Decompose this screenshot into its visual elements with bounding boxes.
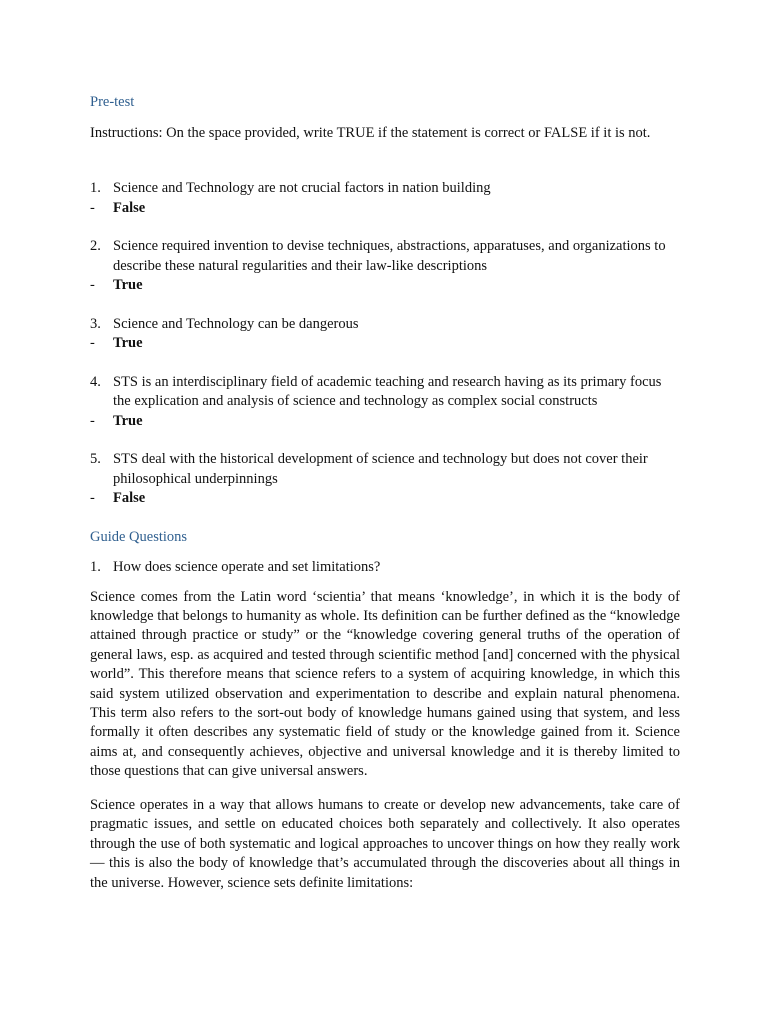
- question-answer: True: [113, 335, 143, 351]
- guide-question-number: 1.: [90, 558, 101, 575]
- answer-dash: -: [90, 412, 95, 429]
- body-paragraph-2: Science operates in a way that allows humans to create or develop new advancements, take care of pragmatic issues, and settle on educated choices both separately and collectively. It also operates through the use of both systematic and logical approaches to uncover things on how they really work— this is also the body of knowledge that’s accumulated through the discoveries about all things in the universe. However, science sets definite limitations:: [90, 797, 680, 891]
- answer-dash: -: [90, 199, 95, 216]
- question-item-3: [90, 315, 680, 354]
- question-answer: False: [113, 490, 146, 506]
- instructions-text: Instructions: On the space provided, write TRUE if the statement is correct or FALSE if it is not.: [90, 125, 651, 141]
- question-answer: True: [113, 412, 143, 429]
- answer-dash: -: [90, 490, 95, 506]
- question-item-2: [90, 237, 680, 296]
- question-item-4: [90, 373, 680, 432]
- question-text: Science required invention to devise techniques, abstractions, apparatuses, and organizations to describe these natural regularities and their law-like descriptions: [113, 238, 666, 274]
- question-item-1: [90, 179, 680, 218]
- question-number: 3.: [90, 315, 101, 332]
- answer-dash: -: [90, 335, 95, 351]
- pretest-heading: Pre-test: [90, 94, 135, 110]
- pretest-question-list: [90, 179, 680, 509]
- question-text: STS deal with the historical development of science and technology but does not cover their philosophical underpinnings: [113, 451, 648, 487]
- question-answer: False: [113, 199, 146, 216]
- question-text: Science and Technology can be dangerous: [113, 315, 359, 332]
- question-text: Science and Technology are not crucial factors in nation building: [113, 180, 491, 196]
- answer-dash: -: [90, 277, 95, 293]
- question-answer: True: [113, 277, 143, 293]
- guide-questions-heading: Guide Questions: [90, 528, 188, 545]
- guide-question-text: How does science operate and set limitations?: [113, 558, 381, 575]
- question-text: STS is an interdisciplinary field of academic teaching and research having as its primary focus the explication and analysis of science and technology as complex social constructs: [113, 373, 662, 409]
- question-number: 2.: [90, 238, 101, 254]
- body-paragraph-1: Science comes from the Latin word ‘scientia’ that means ‘knowledge’, in which it is the body of knowledge that belongs to humanity as whole. Its definition can be further defined as the “knowledge attained through practice or study” or the “knowledge covering general truths of the operation of general laws, esp. as acquired and tested through scientific method [and] concerned with the physical world”. This therefore means that science refers to a system of acquiring knowledge, in which this said system utilized observation and experimentation to describe and explain natural phenomena. This term also refers to the sort-out body of knowledge humans gained using that system, and less formally it often describes any systematic field of study or the knowledge gained from it. Science aims at, and consequently achieves, objective and universal knowledge and it is thereby limited to those questions that can give universal answers.: [90, 588, 680, 780]
- question-number: 5.: [90, 451, 101, 467]
- question-number: 4.: [90, 373, 101, 390]
- question-number: 1.: [90, 180, 101, 196]
- question-item-5: [90, 450, 680, 509]
- guide-question-item-1: [90, 558, 680, 577]
